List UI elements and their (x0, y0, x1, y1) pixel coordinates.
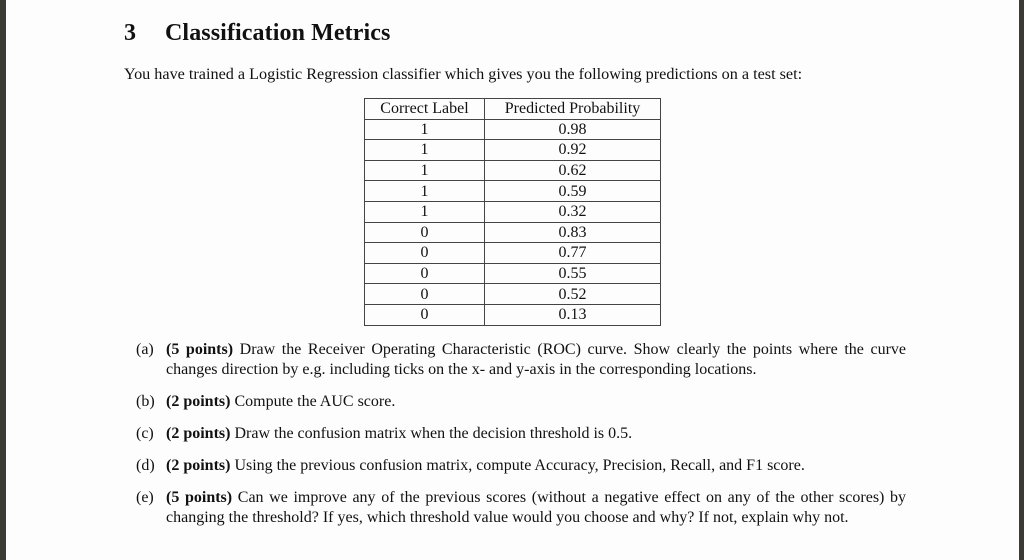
probability-cell: 0.32 (485, 201, 661, 222)
table-row (365, 140, 661, 161)
predictions-table (364, 98, 661, 326)
question-e (136, 488, 906, 528)
label-cell: 1 (365, 160, 485, 181)
intro-paragraph: You have trained a Logistic Regression classifier which gives you the following predictions on a test set: (124, 65, 803, 83)
section-heading (124, 20, 390, 47)
question-points: (5 points) (166, 341, 234, 358)
table-row (365, 201, 661, 222)
question-text: Can we improve any of the previous scores (without a negative effect on any of the other scores) by changing the threshold? If yes, which threshold value would you choose and why? If not, explain why not. (166, 489, 907, 526)
question-text: Draw the confusion matrix when the decision threshold is 0.5. (234, 425, 633, 442)
question-c (136, 424, 906, 444)
probability-cell: 0.55 (485, 263, 661, 284)
probability-cell: 0.62 (485, 160, 661, 181)
label-cell: 0 (365, 243, 485, 264)
label-cell: 0 (365, 263, 485, 284)
table-row (365, 243, 661, 264)
question-points: (2 points) (166, 393, 231, 410)
header-correct-label: Correct Label (365, 99, 485, 120)
probability-cell: 0.98 (485, 119, 661, 140)
question-letter: (e) (136, 489, 154, 506)
question-points: (2 points) (166, 457, 231, 474)
probability-cell: 0.52 (485, 284, 661, 305)
probability-cell: 0.92 (485, 140, 661, 161)
label-cell: 1 (365, 181, 485, 202)
table-row (365, 160, 661, 181)
table-row (365, 222, 661, 243)
label-cell: 1 (365, 119, 485, 140)
left-page-edge (0, 0, 6, 560)
question-a (136, 340, 906, 380)
right-page-edge (1019, 0, 1024, 560)
question-points: (5 points) (166, 489, 233, 506)
question-list (136, 340, 906, 540)
table-row (365, 119, 661, 140)
table-row (365, 263, 661, 284)
question-letter: (d) (136, 457, 155, 474)
question-points: (2 points) (166, 425, 231, 442)
section-title: Classification Metrics (165, 20, 391, 46)
label-cell: 1 (365, 140, 485, 161)
label-cell: 1 (365, 201, 485, 222)
probability-cell: 0.13 (485, 304, 661, 325)
label-cell: 0 (365, 222, 485, 243)
table-header-row (365, 99, 661, 120)
question-b (136, 392, 906, 412)
table-row (365, 284, 661, 305)
label-cell: 0 (365, 304, 485, 325)
probability-cell: 0.77 (485, 243, 661, 264)
question-text: Using the previous confusion matrix, compute Accuracy, Precision, Recall, and F1 score. (234, 457, 805, 474)
question-letter: (a) (136, 341, 154, 358)
table-row (365, 304, 661, 325)
header-predicted-probability: Predicted Probability (485, 99, 661, 120)
probability-cell: 0.59 (485, 181, 661, 202)
label-cell: 0 (365, 284, 485, 305)
table-row (365, 181, 661, 202)
probability-cell: 0.83 (485, 222, 661, 243)
section-number: 3 (124, 20, 137, 46)
question-letter: (b) (136, 393, 155, 410)
question-text: Draw the Receiver Operating Characteristic (ROC) curve. Show clearly the points where the curve changes direction by e.g. including ticks on the x- and y-axis in the corresponding locations. (166, 341, 906, 378)
question-letter: (c) (136, 425, 154, 442)
question-d (136, 456, 906, 476)
question-text: Compute the AUC score. (234, 393, 396, 410)
